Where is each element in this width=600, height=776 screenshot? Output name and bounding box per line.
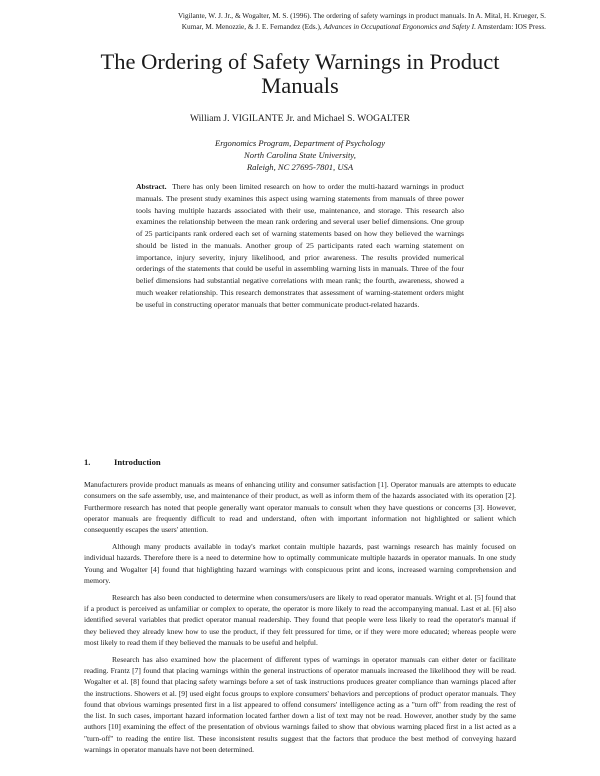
- body-paragraph: Research has also examined how the placement of different types of warnings in operator manuals can either deter or facilitate reading. Frantz [7] found that placing warnings within the general instructions of operator manuals increased the likelihood they will be read. Wogalter et al. [8] found that placing safety warnings before a set of task instructions produces greater compliance than warnings placed after the instructions. Showers et al. [9] used eight focus groups to explore consumers' behaviors and perceptions of product operator manuals. They found that obvious warnings presented first in a list appeared to offend consumers' intelligence acting as a "turn off" from reading the rest of the list. In such cases, important hazard information located farther down a list of text may not be read. However, another study by the same authors [10] examining the effect of the presentation of obvious warnings failed to show that obvious warning placed first in a list acted as a "turn-off" to reading the entire list. These inconsistent results suggest that the factors that produce the best method of conveying hazard warnings in operator manuals have not been determined.: [84, 654, 516, 755]
- section-heading: [84, 457, 516, 467]
- citation-editors: Kumar, M. Menozzie, & J. E. Fernandez (Eds.),: [181, 22, 324, 31]
- section-number: 1.: [84, 457, 91, 467]
- introduction-body: [84, 479, 516, 761]
- affiliation-line-1: Ergonomics Program, Department of Psychology: [214, 138, 386, 148]
- paper-authors: William J. VIGILANTE Jr. and Michael S. WOGALTER: [189, 113, 411, 124]
- paper-title: The Ordering of Safety Warnings in Product Manuals: [100, 49, 500, 98]
- citation-header: [84, 10, 546, 32]
- citation-book-title: Advances in Occupational Ergonomics and Safety I: [323, 22, 475, 31]
- affiliation-line-3: Raleigh, NC 27695-7801, USA: [246, 162, 354, 172]
- body-paragraph: Manufacturers provide product manuals as means of enhancing utility and consumer satisfaction [1]. Operator manuals are attempts to educate consumers on the safe assembly, use, and maintenance of their product, as well as inform them of the hazards associated with its operation [2]. Furthermore research has noted that people generally want operator manuals to consult when they have questions or concerns [3]. However, operator manuals are frequently difficult to read and understand, often with important information not highlighted or salient which consequently escapes the users' attention.: [84, 480, 516, 535]
- affiliation-line-2: North Carolina State University,: [244, 150, 356, 160]
- body-paragraph: Although many products available in today's market contain multiple hazards, past warnings research has mainly focused on individual hazards. Therefore there is a need to determine how to optimally communicate multiple hazards in operator manuals. In one study Young and Wogalter [4] found that highlighting hazard warnings with conspicuous print and icons, increased warning comprehension and memory.: [84, 541, 516, 585]
- abstract-text: There has only been limited research on how to order the multi-hazard warnings in product manuals. The present study examines this aspect using warning statements from manuals of three power tools having multiple hazards associated with their use, maintenance, and storage. This research also examines the relationship between the mean rank ordering and several user belief dimensions. One group of 25 participants rank ordered each set of warning statements based on how they believed the warnings should be listed in the manuals. Another group of 25 participants rated each warning statement on importance, injury severity, injury likelihood, and prior awareness. The results provided numerical orderings of the statements that could be useful in assembling warning lists in manuals. Three of the four belief dimensions had substantial negative correlations with mean rank; the fourth, awareness, showed a much weaker relationship. This research demonstrates that assessment of warning-statement orders might be useful in constructing operator manuals that better communicate product-related hazards.: [136, 182, 465, 309]
- citation-publisher: . Amsterdam: IOS Press.: [474, 22, 546, 31]
- section-title: Introduction: [114, 457, 161, 467]
- author-affiliation: [140, 137, 460, 173]
- abstract-label: Abstract.: [136, 182, 167, 191]
- citation-line-1: Vigilante, W. J. Jr., & Wogalter, M. S. (1996). The ordering of safety warnings in product manuals. In A. Mital, H. Krueger, S.: [178, 11, 546, 20]
- abstract: [136, 181, 464, 310]
- body-paragraph: Research has also been conducted to determine when consumers/users are likely to read operator manuals. Wright et al. [5] found that if a product is perceived as unfamiliar or complex to operate, the operator is more likely to read the accompanying manual. Last et al. [6] also identified several variables that predict operator manual readership. They found that people were less likely to read the operator's manual if they believed they already knew how to use the product, if they felt pressured for time, or if they were more educated; whereas people were most likely to read them if they believed the manuals to be useful and helpful.: [84, 592, 516, 647]
- citation-line-2: [84, 21, 546, 32]
